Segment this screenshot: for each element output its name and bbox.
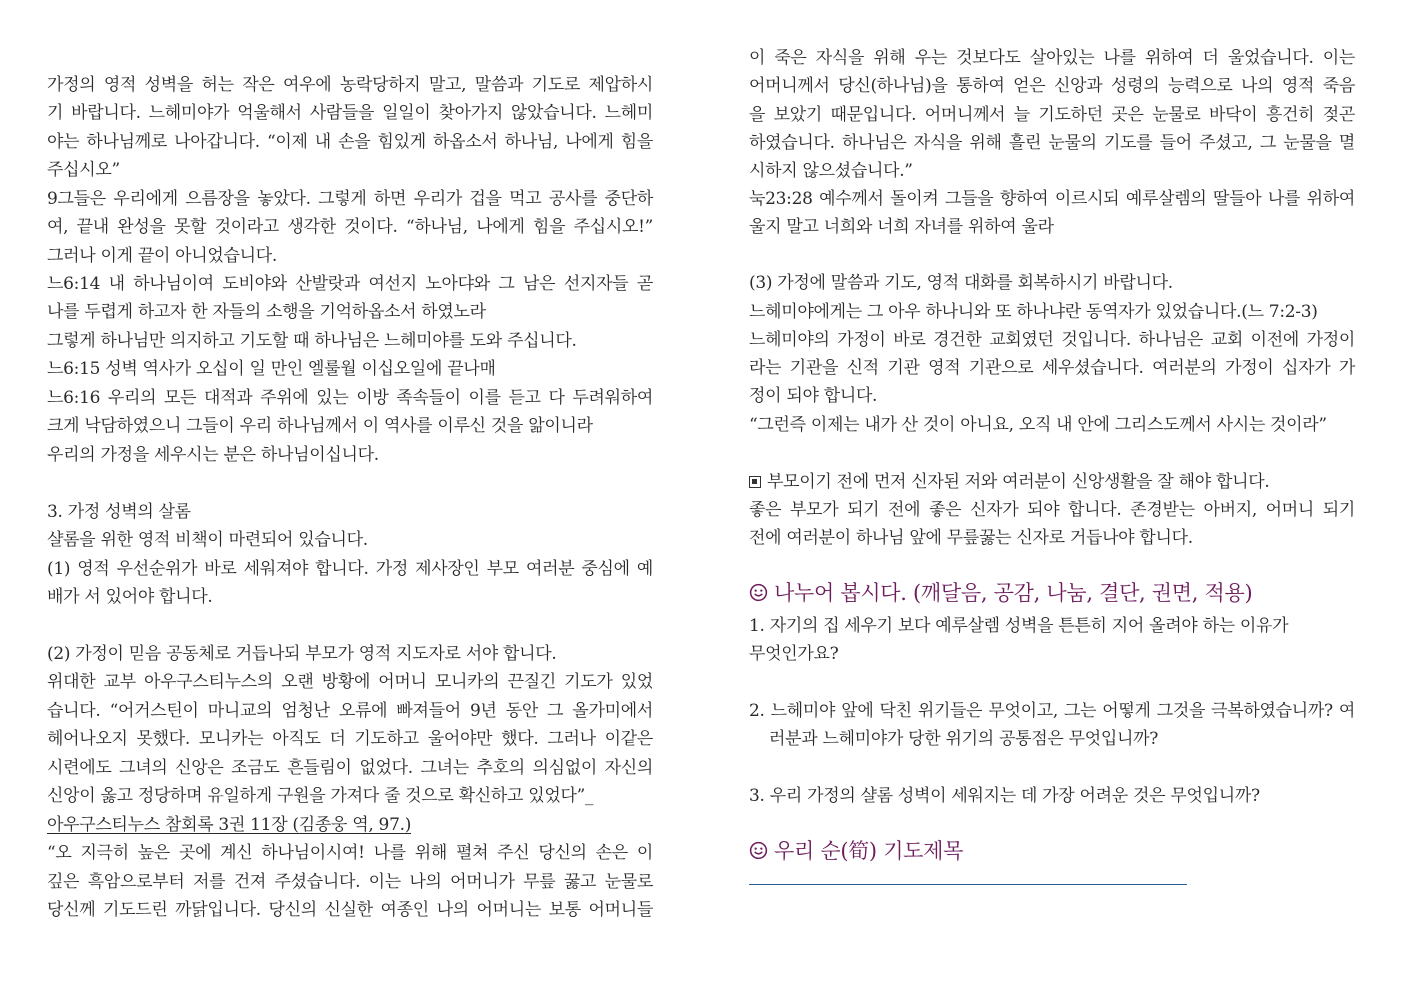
text-line: 깊은 흑암으로부터 저를 건져 주셨습니다. 이는 나의 어머니가 무릎 꿇고 눈물로: [47, 872, 653, 892]
text-line: 위대한 교부 아우구스티누스의 오랜 방황에 어머니 모니카의 끈질긴 기도가 있었: [47, 672, 653, 692]
text-line: 샬롬을 위한 영적 비책이 마련되어 있습니다.: [47, 530, 368, 550]
text-line: 을 보았기 때문입니다. 어머니께서 늘 기도하던 곳은 눈물로 바닥이 흥건히 젖곤: [749, 105, 1355, 125]
text-line: 여, 끝내 완성을 못할 것이라고 생각한 것이다. “하나님, 나에게 힘을 주십시오!”: [47, 217, 653, 237]
question-line: 3. 우리 가정의 샬롬 성벽이 세워지는 데 가장 어려운 것은 무엇입니까?: [749, 786, 1260, 806]
question-line: 러분과 느헤미야가 당한 위기의 공통점은 무엇입니까?: [769, 729, 1159, 749]
question-line: 1. 자기의 집 세우기 보다 예루살렘 성벽을 튼튼히 지어 올려야 하는 이유가: [749, 616, 1289, 636]
text-line: (2) 가정이 믿음 공동체로 거듭나되 부모가 영적 지도자로 서야 합니다.: [47, 644, 557, 664]
text-line: 우리의 가정을 세우시는 분은 하나님이십니다.: [47, 445, 379, 465]
question-line: 무엇인가요?: [749, 644, 839, 664]
prayer-heading: [749, 836, 963, 866]
prayer-divider: [749, 884, 1187, 885]
prayer-heading-text: 우리 순(筍) 기도제목: [774, 839, 964, 863]
bullet-line: [749, 468, 1355, 496]
text-line: 신앙이 옳고 정당하며 유일하게 구원을 가져다 줄 것으로 확신하고 있었다”_: [47, 786, 594, 806]
citation-text: 아우구스티누스 참회록 3권 11장 (김종웅 역, 97.): [47, 815, 412, 835]
quote-line: “그런즉 이제는 내가 산 것이 아니요, 오직 내 안에 그리스도께서 사시는 것이라”: [749, 415, 1327, 435]
text-line: 시하지 않으셨습니다.”: [749, 161, 913, 181]
subsection-title: (3) 가정에 말씀과 기도, 영적 대화를 회복하시기 바랍니다.: [749, 273, 1173, 293]
text-line: 느6:15 성벽 역사가 오십이 일 만인 엘룰월 이십오일에 끝나매: [47, 359, 496, 379]
text-line: 당신께 기도드린 까닭입니다. 당신의 신실한 여종인 나의 어머니는 보통 어머니들: [47, 900, 653, 920]
text-line: (1) 영적 우선순위가 바로 세워져야 합니다. 가정 제사장인 부모 여러분 중심에 예: [47, 559, 653, 579]
sharing-heading: [749, 578, 1252, 608]
text-line: 눅23:28 예수께서 돌이켜 그들을 향하여 이르시되 예루살렘의 딸들아 나를 위하여: [749, 189, 1355, 209]
text-line: 이 죽은 자식을 위해 우는 것보다도 살아있는 나를 위하여 더 울었습니다. 이는: [749, 48, 1355, 68]
text-line: 가정의 영적 성벽을 허는 작은 여우에 농락당하지 말고, 말씀과 기도로 제압하시: [47, 75, 653, 95]
text-line: 어머니께서 당신(하나님)을 통하여 얻은 신앙과 성령의 능력으로 나의 영적 죽음: [749, 76, 1355, 96]
text-line: 하였습니다. 하나님은 자식을 위해 흘린 눈물의 기도를 들어 주셨고, 그 눈물을 멸: [749, 133, 1355, 153]
boxed-square-icon: [749, 476, 761, 488]
section-title: 3. 가정 성벽의 살롬: [47, 502, 191, 522]
text-line: 나를 두렵게 하고자 한 자들의 소행을 기억하옵소서 하였노라: [47, 302, 486, 322]
text-line: 라는 기관을 신적 기관 영적 기관으로 세우셨습니다. 여러분의 가정이 십자가 가: [749, 358, 1355, 378]
text-line: 좋은 부모가 되기 전에 좋은 신자가 되야 합니다. 존경받는 아버지, 어머니 되기: [749, 500, 1355, 520]
text-line: 전에 여러분이 하나님 앞에 무릎꿇는 신자로 거듭나야 합니다.: [749, 528, 1193, 548]
text-line: 9그들은 우리에게 으름장을 놓았다. 그렇게 하면 우리가 겁을 먹고 공사를 중단하: [47, 189, 653, 209]
text-line: 느6:16 우리의 모든 대적과 주위에 있는 이방 족속들이 이를 듣고 다 두려워하여: [47, 388, 653, 408]
text-line: 헤어나오지 못했다. 모니카는 아직도 더 기도하고 울어야만 했다. 그러나 이같은: [47, 729, 653, 749]
text-line: 정이 되야 합니다.: [749, 386, 878, 406]
smiley-icon: [749, 583, 768, 602]
text-line: 그렇게 하나님만 의지하고 기도할 때 하나님은 느헤미야를 도와 주십니다.: [47, 331, 577, 351]
text-line: “오 지극히 높은 곳에 계신 하나님이시여! 나를 위해 펼쳐 주신 당신의 손은 이: [47, 843, 653, 863]
text-line: 기 바랍니다. 느헤미야가 억울해서 사람들을 일일이 찾아가지 않았습니다. 느헤미: [47, 103, 653, 123]
text-line: 야는 하나님께로 나아갑니다. “이제 내 손을 힘있게 하옵소서 하나님, 나에게 힘을: [47, 132, 653, 152]
text-line: 주십시오”: [47, 160, 120, 180]
text-line: 크게 낙담하였으니 그들이 우리 하나님께서 이 역사를 이루신 것을 앎이니라: [47, 416, 593, 436]
text-line: 느헤미야에게는 그 아우 하나니와 또 하나냐란 동역자가 있었습니다.(느 7:2-3): [749, 302, 1318, 322]
text-line: 습니다. “어거스틴이 마니교의 엄청난 오류에 빠져들어 9년 동안 그 올가미에서: [47, 701, 653, 721]
smiley-icon: [749, 841, 768, 860]
citation: [47, 811, 653, 839]
question-line: 2. 느헤미야 앞에 닥친 위기들은 무엇이고, 그는 어떻게 그것을 극복하였습니까? 여: [749, 701, 1355, 721]
text-line: 시련에도 그녀의 신앙은 조금도 흔들림이 없었다. 그녀는 추호의 의심없이 자신의: [47, 758, 653, 778]
text-line: 느6:14 내 하나님이여 도비야와 산발랏과 여선지 노아댜와 그 남은 선지자들 곧: [47, 274, 653, 294]
sharing-heading-text: 나누어 봅시다. (깨달음, 공감, 나눔, 결단, 권면, 적용): [774, 581, 1253, 605]
text-line: 울지 말고 너희와 너희 자녀를 위하여 울라: [749, 217, 1054, 237]
text-line: 그러나 이게 끝이 아니었습니다.: [47, 246, 278, 266]
text-line: 배가 서 있어야 합니다.: [47, 587, 213, 607]
bullet-text: 부모이기 전에 먼저 신자된 저와 여러분이 신앙생활을 잘 해야 합니다.: [767, 472, 1270, 492]
text-line: 느헤미야의 가정이 바로 경건한 교회였던 것입니다. 하나님은 교회 이전에 가정이: [749, 330, 1355, 350]
